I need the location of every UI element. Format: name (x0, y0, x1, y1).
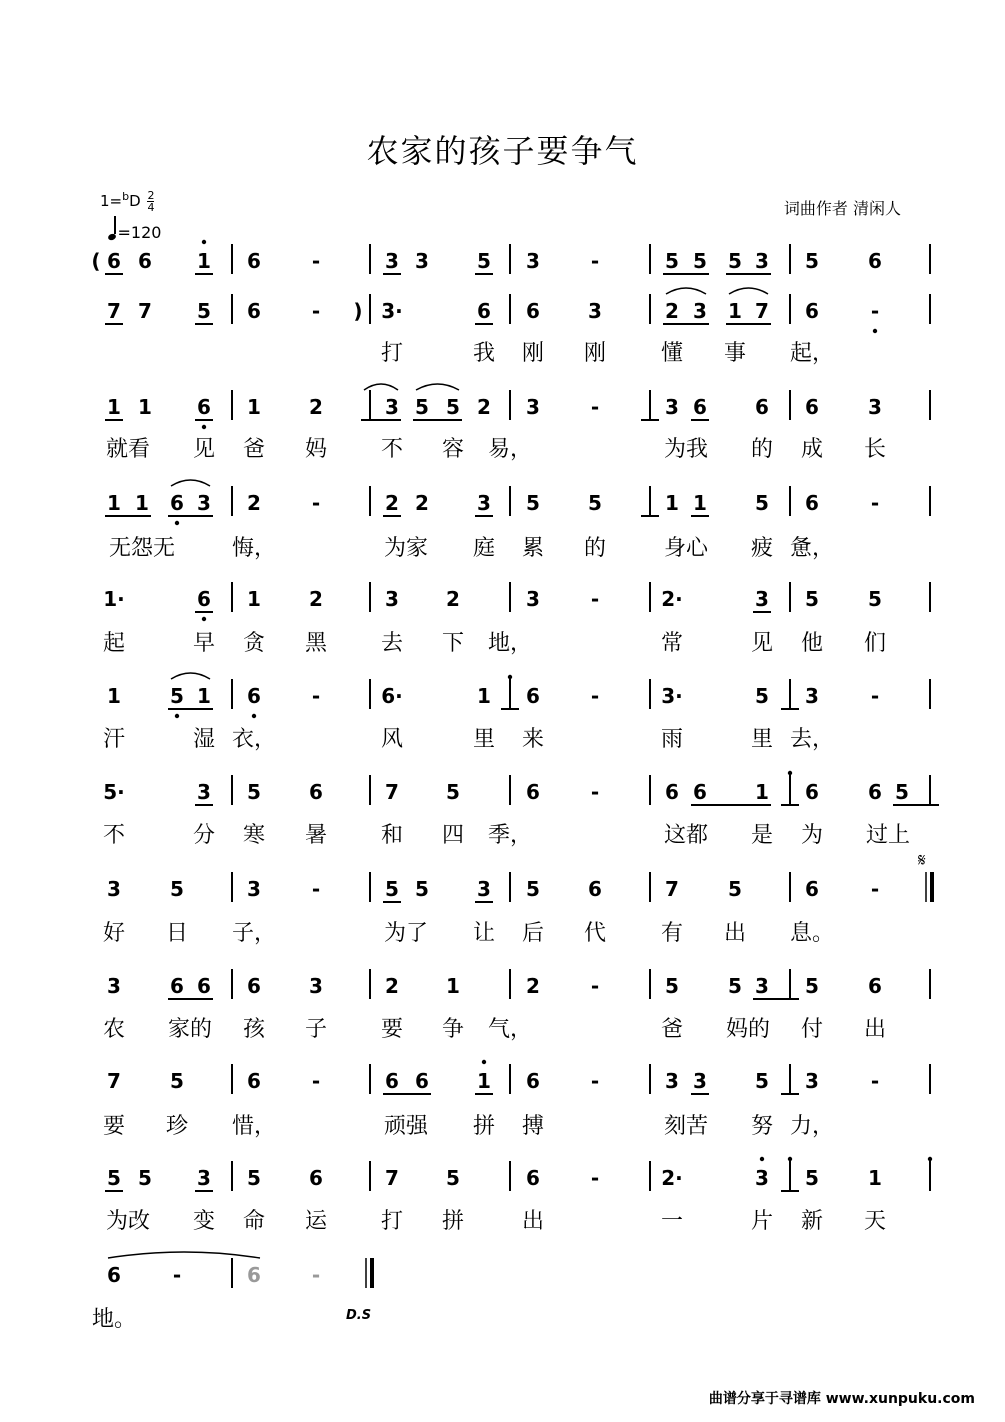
note: 5 (385, 877, 399, 901)
octave-dot-above (788, 1157, 792, 1161)
note: 1 (197, 249, 211, 273)
lyric-syllable: 去 (380, 631, 404, 656)
lyric-syllable: 顽强 (383, 1114, 429, 1139)
octave-dot-below (175, 714, 179, 718)
note: 1 (247, 587, 261, 611)
note: 6 (247, 974, 261, 998)
lyric-syllable: 妈 (304, 437, 328, 462)
flat-sign: b (122, 190, 130, 203)
lyric-syllable: 寒 (242, 823, 266, 848)
note: 3 (197, 1166, 211, 1190)
lyric-syllable: 的 (750, 437, 774, 462)
note: 7 (107, 299, 121, 323)
key-tonic: D (129, 192, 141, 210)
lyric-syllable: 变 (192, 1209, 216, 1234)
octave-dot-above (788, 771, 792, 775)
octave-dot-above (508, 675, 512, 679)
note: 6 (385, 1069, 399, 1093)
note: 6 (477, 299, 491, 323)
note: 5 (170, 877, 184, 901)
note: 1 (107, 395, 121, 419)
note: 6 (107, 249, 121, 273)
note: 5 (895, 780, 909, 804)
lyric-syllable: 搏 (521, 1114, 545, 1139)
note: 3 (415, 249, 429, 273)
lyric-syllable: 新 (800, 1209, 824, 1234)
dash-extension: - (590, 780, 600, 804)
lyric-syllable: 早 (192, 631, 216, 656)
lyric-syllable: 起， (789, 341, 835, 366)
lyric-syllable: 的 (583, 536, 607, 561)
dal-segno-mark: D.S (346, 1308, 372, 1323)
dash-extension: - (311, 491, 321, 515)
note: 6 (805, 491, 819, 515)
note: 1 (477, 1069, 491, 1093)
note: 5 (665, 249, 679, 273)
note: 6 (868, 780, 882, 804)
note: 5 (446, 780, 460, 804)
lyric-syllable: 家的 (167, 1017, 213, 1042)
note: 3 (526, 249, 540, 273)
note: 2 (415, 491, 429, 515)
lyric-syllable: 悔， (231, 536, 277, 561)
dash-extension: - (870, 1069, 880, 1093)
note: 3 (385, 587, 399, 611)
slur (108, 1252, 260, 1258)
dash-extension: - (311, 1263, 321, 1287)
note: 3 (477, 491, 491, 515)
note: ) (353, 299, 363, 323)
note: 5 (805, 249, 819, 273)
lyric-syllable: 不 (380, 437, 404, 462)
lyric-syllable: 拼 (472, 1114, 496, 1139)
octave-dot-below (202, 425, 206, 429)
lyric-syllable: 代 (583, 921, 607, 946)
note: ( (91, 249, 101, 273)
lyric-syllable: 见 (750, 631, 774, 656)
lyric-syllable: 过上 (865, 823, 911, 848)
lyric-syllable: 为我 (663, 437, 709, 462)
octave-dot-above (760, 1157, 764, 1161)
lyric-syllable: 季， (487, 823, 533, 848)
octave-dot-above (202, 240, 206, 244)
lyric-syllable: 四 (441, 823, 465, 848)
lyric-syllable: 累 (521, 536, 545, 561)
dash-extension: - (311, 684, 321, 708)
note: 6 (526, 684, 540, 708)
lyric-syllable: 运 (304, 1209, 328, 1234)
lyric-syllable: 为 (800, 823, 824, 848)
time-numerator: 2 (147, 189, 155, 202)
lyric-syllable: 长 (863, 437, 887, 462)
note: 6 (247, 1263, 261, 1287)
lyric-syllable: 分 (192, 823, 216, 848)
lyric-syllable: 下 (441, 631, 465, 656)
note: 7 (385, 780, 399, 804)
note: 3· (381, 299, 403, 323)
note: 1 (477, 684, 491, 708)
note: 6 (693, 395, 707, 419)
slur (171, 480, 210, 486)
dash-extension: - (870, 877, 880, 901)
note: 5 (693, 249, 707, 273)
dash-extension: - (590, 1069, 600, 1093)
note: 5 (247, 1166, 261, 1190)
lyric-syllable: 要 (380, 1017, 404, 1042)
dash-extension: - (590, 249, 600, 273)
lyric-syllable: 一 (660, 1209, 684, 1234)
note: 6· (381, 684, 403, 708)
note: 3 (526, 587, 540, 611)
note: 6 (805, 395, 819, 419)
note: 6 (247, 249, 261, 273)
lyric-syllable: 衣， (231, 727, 277, 752)
lyric-syllable: 打 (380, 1209, 404, 1234)
note: 2· (661, 1166, 683, 1190)
note: 3 (107, 877, 121, 901)
lyric-syllable: 懂 (660, 341, 684, 366)
note: 6 (665, 780, 679, 804)
note: 6 (755, 395, 769, 419)
note: 5 (755, 491, 769, 515)
note: 6 (107, 1263, 121, 1287)
note: 7 (138, 299, 152, 323)
lyric-syllable: 珍 (165, 1114, 189, 1139)
lyric-syllable: 日 (165, 921, 189, 946)
lyric-syllable: 暑 (304, 823, 328, 848)
octave-dot-below (175, 521, 179, 525)
lyric-syllable: 拼 (441, 1209, 465, 1234)
lyric-syllable: 息。 (789, 921, 835, 946)
lyric-syllable: 力， (789, 1114, 835, 1139)
note: 1 (728, 299, 742, 323)
octave-dot-below (202, 617, 206, 621)
note: 1 (665, 491, 679, 515)
lyric-syllable: 让 (472, 921, 496, 946)
dash-extension: - (590, 1166, 600, 1190)
note: 6 (693, 780, 707, 804)
lyric-syllable: 起 (102, 631, 126, 656)
lyric-syllable: 汗 (102, 727, 126, 752)
lyric-syllable: 惫， (789, 536, 835, 561)
note: 6 (868, 974, 882, 998)
lyric-syllable: 刻苦 (663, 1114, 709, 1139)
lyric-syllable: 雨 (660, 727, 684, 752)
note: 5 (728, 974, 742, 998)
lyric-syllable: 是 (750, 823, 774, 848)
note: 6 (526, 1166, 540, 1190)
note: 5 (477, 249, 491, 273)
note: 7 (385, 1166, 399, 1190)
lyric-syllable: 惜， (231, 1114, 277, 1139)
note: 5 (526, 877, 540, 901)
note: 1 (755, 780, 769, 804)
lyric-syllable: 为家 (383, 536, 429, 561)
note: 1 (135, 491, 149, 515)
note: 2· (661, 587, 683, 611)
note: 3 (309, 974, 323, 998)
lyric-syllable: 片 (750, 1209, 774, 1234)
lyric-syllable: 出 (723, 921, 747, 946)
note: 5 (868, 587, 882, 611)
note: 3 (693, 1069, 707, 1093)
dash-extension: - (870, 299, 880, 323)
note: 2 (385, 491, 399, 515)
note: 6 (138, 249, 152, 273)
note: 6 (309, 1166, 323, 1190)
note: 6 (247, 1069, 261, 1093)
note: 6 (805, 877, 819, 901)
lyric-syllable: 争 (441, 1017, 465, 1042)
lyric-syllable: 他 (800, 631, 824, 656)
tempo-value: =120 (117, 223, 162, 242)
note: 6 (868, 249, 882, 273)
note: 5 (728, 877, 742, 901)
note: 3 (755, 1166, 769, 1190)
lyric-syllable: 地， (487, 631, 533, 656)
lyric-syllable: 身心 (663, 536, 709, 561)
note: 5 (415, 395, 429, 419)
final-bar-line (366, 1258, 372, 1288)
dash-extension: - (311, 1069, 321, 1093)
dash-extension: - (870, 684, 880, 708)
lyric-syllable: 农 (102, 1017, 126, 1042)
note: 6 (197, 587, 211, 611)
note: 3 (755, 974, 769, 998)
note: 6 (526, 780, 540, 804)
lyric-syllable: 不 (102, 823, 126, 848)
note: 1· (103, 587, 125, 611)
lyric-syllable: 风 (380, 727, 404, 752)
note: 1 (107, 491, 121, 515)
dash-extension: - (311, 249, 321, 273)
note: 6 (526, 299, 540, 323)
note: 1 (446, 974, 460, 998)
lyric-syllable: 妈的 (725, 1017, 771, 1042)
slur (729, 288, 768, 294)
slur (666, 288, 706, 294)
note: 3 (247, 877, 261, 901)
note: 5 (805, 974, 819, 998)
note: 6 (247, 684, 261, 708)
note: 2 (247, 491, 261, 515)
note: 3 (693, 299, 707, 323)
dash-extension: - (590, 684, 600, 708)
lyric-syllable: 庭 (472, 536, 496, 561)
note: 6 (170, 491, 184, 515)
lyric-syllable: 就看 (105, 437, 151, 462)
lyric-syllable: 努 (750, 1114, 774, 1139)
lyric-syllable: 爸 (242, 437, 266, 462)
lyric-syllable: 们 (863, 631, 887, 656)
octave-dot-below (252, 714, 256, 718)
note: 6 (526, 1069, 540, 1093)
note: 6 (805, 780, 819, 804)
note: 5 (805, 1166, 819, 1190)
octave-dot-above (928, 1157, 932, 1161)
lyric-syllable: 打 (380, 341, 404, 366)
lyric-syllable: 成 (800, 437, 824, 462)
lyric-syllable: 无怨无 (108, 536, 176, 561)
note: 5 (728, 249, 742, 273)
lyric-syllable: 里 (472, 727, 496, 752)
note: 6 (247, 299, 261, 323)
lyric-syllable: 刚 (521, 341, 545, 366)
lyric-syllable: 付 (800, 1017, 824, 1042)
note: 5 (247, 780, 261, 804)
dash-extension: - (172, 1263, 182, 1287)
segno-sign: 𝄋 (918, 850, 926, 871)
note: 5 (665, 974, 679, 998)
note: 3 (665, 395, 679, 419)
lyric-syllable: 我 (472, 341, 496, 366)
lyric-syllable: 子， (231, 921, 277, 946)
lyric-syllable: 见 (192, 437, 216, 462)
dash-extension: - (590, 587, 600, 611)
key-prefix: 1= (100, 192, 123, 210)
final-bar-line (926, 872, 932, 902)
lyric-syllable: 孩 (242, 1017, 266, 1042)
note: 7 (665, 877, 679, 901)
note: 6 (309, 780, 323, 804)
note: 1 (247, 395, 261, 419)
note: 1 (868, 1166, 882, 1190)
note: 3 (805, 1069, 819, 1093)
slur (364, 384, 398, 390)
lyric-syllable: 地。 (91, 1307, 137, 1332)
note: 6 (170, 974, 184, 998)
note: 2 (385, 974, 399, 998)
lyric-syllable: 有 (660, 921, 684, 946)
lyric-syllable: 要 (102, 1114, 126, 1139)
note: 1 (197, 684, 211, 708)
slur (171, 673, 210, 679)
footer-credit: 曲谱分享于寻谱库 www.xunpuku.com (708, 1391, 975, 1407)
note: 7 (755, 299, 769, 323)
note: 6 (197, 395, 211, 419)
note: 6 (805, 299, 819, 323)
note: 2 (309, 587, 323, 611)
lyric-syllable: 贪 (242, 631, 266, 656)
note: 2 (665, 299, 679, 323)
note: 5 (588, 491, 602, 515)
note: 6 (197, 974, 211, 998)
note: 3 (107, 974, 121, 998)
note: 2 (446, 587, 460, 611)
note: 5 (197, 299, 211, 323)
note: 3 (197, 780, 211, 804)
lyric-syllable: 爸 (660, 1017, 684, 1042)
lyric-syllable: 和 (380, 823, 404, 848)
note: 1 (693, 491, 707, 515)
note: 5 (170, 684, 184, 708)
lyric-syllable: 疲 (750, 536, 774, 561)
note: 3 (588, 299, 602, 323)
note: 5 (446, 395, 460, 419)
note: 3 (477, 877, 491, 901)
lyric-syllable: 天 (863, 1209, 887, 1234)
note: 1 (138, 395, 152, 419)
note: 3· (661, 684, 683, 708)
note: 3 (755, 249, 769, 273)
octave-dot-above (482, 1060, 486, 1064)
composer-credit: 词曲作者 清闲人 (783, 199, 901, 218)
note: 5· (103, 780, 125, 804)
lyric-syllable: 命 (242, 1209, 266, 1234)
note: 5 (446, 1166, 460, 1190)
lyric-syllable: 气， (487, 1017, 533, 1042)
note: 5 (170, 1069, 184, 1093)
note: 3 (526, 395, 540, 419)
note: 1 (107, 684, 121, 708)
note: 5 (805, 587, 819, 611)
lyric-syllable: 子 (304, 1017, 328, 1042)
note: 5 (138, 1166, 152, 1190)
note: 2 (477, 395, 491, 419)
note: 6 (415, 1069, 429, 1093)
dash-extension: - (311, 299, 321, 323)
slur (416, 384, 459, 390)
note: 3 (755, 587, 769, 611)
lyric-syllable: 去， (789, 727, 835, 752)
note: 6 (588, 877, 602, 901)
lyric-syllable: 出 (521, 1209, 545, 1234)
octave-dot-below (873, 329, 877, 333)
note: 5 (526, 491, 540, 515)
note: 3 (197, 491, 211, 515)
note: 2 (309, 395, 323, 419)
note: 5 (107, 1166, 121, 1190)
dash-extension: - (590, 395, 600, 419)
note: 3 (385, 395, 399, 419)
time-denominator: 4 (147, 201, 155, 214)
lyric-syllable: 后 (521, 921, 545, 946)
lyric-syllable: 出 (863, 1017, 887, 1042)
lyric-syllable: 这都 (663, 823, 709, 848)
dash-extension: - (590, 974, 600, 998)
lyric-syllable: 事 (723, 341, 747, 366)
lyric-syllable: 易， (487, 437, 533, 462)
lyric-syllable: 黑 (304, 631, 328, 656)
lyric-syllable: 好 (102, 921, 126, 946)
lyric-syllable: 里 (750, 727, 774, 752)
note: 3 (665, 1069, 679, 1093)
song-title: 农家的孩子要争气 (366, 132, 639, 170)
lyric-syllable: 为改 (105, 1209, 151, 1234)
dash-extension: - (311, 877, 321, 901)
note: 7 (107, 1069, 121, 1093)
lyric-syllable: 刚 (583, 341, 607, 366)
note: 3 (805, 684, 819, 708)
dash-extension: - (870, 491, 880, 515)
lyric-syllable: 为了 (383, 921, 429, 946)
note: 5 (755, 684, 769, 708)
note: 5 (415, 877, 429, 901)
note: 3 (868, 395, 882, 419)
note: 3 (385, 249, 399, 273)
note: 2 (526, 974, 540, 998)
lyric-syllable: 湿 (192, 727, 216, 752)
lyric-syllable: 来 (521, 727, 545, 752)
lyric-syllable: 常 (660, 631, 684, 656)
note: 5 (755, 1069, 769, 1093)
lyric-syllable: 容 (441, 437, 465, 462)
